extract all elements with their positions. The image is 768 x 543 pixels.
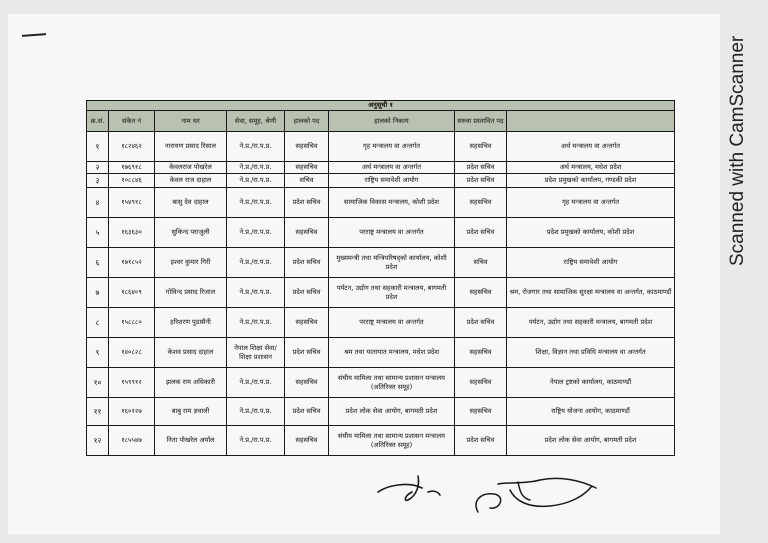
row-service: ने.प्र./रा.प.प्र. [227,162,285,174]
row-sn: ९ [87,338,109,368]
row-proposed-post: सहसचिव [455,132,507,162]
row-service: ने.प्र./रा.प.प्र. [227,174,285,188]
row-proposed-office: पर्यटन, उद्योग तथा सहकारी मन्त्रालय, बागमती प्रदेश [507,308,675,338]
row-name: केशव प्रसाद दाहाल [155,338,227,368]
row-code: १८५५४७ [109,426,155,456]
row-proposed-office: नेपाल ट्रष्टको कार्यालय, काठमाण्डौं [507,368,675,398]
row-proposed-office: शिक्षा, विज्ञान तथा प्रविधि मन्त्रालय वा अन्तर्गत [507,338,675,368]
table-row [87,338,675,368]
col-header: सेवा, समूह, श्रेणी [227,111,285,132]
row-office: श्रम तथा यातायात मन्त्रालय, मधेश प्रदेश [329,338,455,368]
table-row [87,308,675,338]
table-row [87,398,675,426]
table-row [87,426,675,456]
row-sn: ७ [87,278,109,308]
row-code: १५४९१८ [109,188,155,218]
row-office: परराष्ट्र मन्त्रालय वा अन्तर्गत [329,218,455,248]
row-post: प्रदेश सचिव [285,188,329,218]
row-proposed-office: श्रम, रोजगार तथा सामाजिक सुरक्षा मन्त्रालय वा अन्तर्गत, काठमाण्डौं [507,278,675,308]
annex-title: अनुसूची १ [87,101,675,111]
row-service: ने.प्र./रा.प.प्र. [227,218,285,248]
row-proposed-office: अर्थ मन्त्रालय वा अन्तर्गत [507,132,675,162]
row-name: हरिशरण पुडासैनी [155,308,227,338]
row-code: १५८८८० [109,308,155,338]
col-header: संकेत नं [109,111,155,132]
title-row [87,101,675,111]
row-post: प्रदेश सचिव [285,338,329,368]
row-name: केवल राज दाहाल [155,174,227,188]
row-proposed-post: सचिव [455,248,507,278]
row-office: मुख्यमन्त्री तथा मन्त्रिपरिषद्को कार्यालय, कोशी प्रदेश [329,248,455,278]
table-row [87,132,675,162]
row-code: १७१८५२ [109,248,155,278]
row-sn: ५ [87,218,109,248]
row-office: संघीय मामिला तथा सामान्य प्रशासन मन्त्रालय (अतिरिक्त समूह) [329,368,455,398]
row-office: गृह मन्त्रालय वा अन्तर्गत [329,132,455,162]
header-row [87,111,675,132]
row-proposed-post: प्रदेश सचिव [455,308,507,338]
row-name: झलक राम अधिकारी [155,368,227,398]
row-proposed-office: राष्ट्रिय समावेशी आयोग [507,248,675,278]
camscanner-watermark: Scanned with CamScanner [727,35,748,267]
row-post: प्रदेश सचिव [285,398,329,426]
table-row [87,188,675,218]
row-proposed-post: प्रदेश सचिव [455,426,507,456]
row-service: ने.प्र./रा.प.प्र. [227,132,285,162]
row-office: अर्थ मन्त्रालय वा अन्तर्गत [329,162,455,174]
row-service: ने.प्र./रा.प.प्र. [227,278,285,308]
row-sn: २ [87,162,109,174]
row-office: संघीय मामिला तथा सामान्य प्रशासन मन्त्रालय (अतिरिक्त समूह) [329,426,455,456]
row-sn: १ [87,132,109,162]
table-row [87,174,675,188]
row-proposed-office: राष्ट्रिय योजना आयोग, काठमाण्डौं [507,398,675,426]
row-code: १६०१२७ [109,398,155,426]
col-header: नाम थर [155,111,227,132]
row-post: सहसचिव [285,218,329,248]
row-service: ने.प्र./रा.प.प्र. [227,248,285,278]
row-office: पर्यटन, उद्योग तथा सहकारी मन्त्रालय, बागमती प्रदेश [329,278,455,308]
row-service: नेपाल शिक्षा सेवा/शिक्षा प्रशासन [227,338,285,368]
table-row [87,162,675,174]
row-code: १८६४०९ [109,278,155,308]
row-office: राष्ट्रिय समावेशी आयोग [329,174,455,188]
row-name: केवलराज पोखरेल [155,162,227,174]
signature-right [476,478,596,512]
row-sn: ४ [87,188,109,218]
row-post: सहसचिव [285,308,329,338]
transfer-table [86,100,675,456]
row-sn: १० [87,368,109,398]
row-post: प्रदेश सचिव [285,248,329,278]
row-name: निता पोखरेल अर्याल [155,426,227,456]
row-proposed-post: सहसचिव [455,338,507,368]
row-service: ने.प्र./रा.प.प्र. [227,308,285,338]
row-proposed-office: प्रदेश प्रमुखको कार्यालय, कोशी प्रदेश [507,218,675,248]
row-code: १५९९१२ [109,368,155,398]
row-proposed-post: सहसचिव [455,398,507,426]
row-name: बासु देव दाहाल [155,188,227,218]
row-name: बाबु राम ज्ञवाली [155,398,227,426]
row-code: १८२४६२ [109,132,155,162]
col-header: हालको निकाय [329,111,455,132]
row-service: ने.प्र./रा.प.प्र. [227,368,285,398]
row-proposed-office: गृह मन्त्रालय वा अन्तर्गत [507,188,675,218]
row-sn: ८ [87,308,109,338]
row-proposed-post: सहसचिव [455,188,507,218]
row-proposed-office: प्रदेश लोक सेवा आयोग, बागमती प्रदेश [507,426,675,456]
row-code: १६३६३० [109,218,155,248]
row-office: सामाजिक विकास मन्त्रालय, कोशी प्रदेश [329,188,455,218]
row-proposed-post: प्रदेश सचिव [455,218,507,248]
row-post: प्रदेश सचिव [285,278,329,308]
row-office: परराष्ट्र मन्त्रालय वा अन्तर्गत [329,308,455,338]
row-office: प्रदेश लोक सेवा आयोग, बागमती प्रदेश [329,398,455,426]
col-header: सरुवा प्रस्तावित पद [455,111,507,132]
row-post: सहसचिव [285,368,329,398]
signature-left [378,476,440,500]
row-proposed-office: अर्थ मन्त्रालय, मधेश प्रदेश [507,162,675,174]
col-header [507,111,675,132]
row-post: सचिव [285,174,329,188]
row-name: नारायण प्रसाद रिसाल [155,132,227,162]
row-service: ने.प्र./रा.प.प्र. [227,426,285,456]
col-header: क्र.सं. [87,111,109,132]
row-post: सहसचिव [285,132,329,162]
row-sn: १२ [87,426,109,456]
row-service: ने.प्र./रा.प.प्र. [227,398,285,426]
row-name: सुकिन्द पराजुली [155,218,227,248]
row-proposed-office: प्रदेश प्रमुखको कार्यालय, गण्डकी प्रदेश [507,174,675,188]
row-code: १७६९१८ [109,162,155,174]
row-sn: ६ [87,248,109,278]
table-row [87,218,675,248]
table-row [87,278,675,308]
row-proposed-post: प्रदेश सचिव [455,174,507,188]
row-proposed-post: सहसचिव [455,368,507,398]
row-proposed-post: सहसचिव [455,278,507,308]
table-row [87,248,675,278]
row-name: इश्वर कुमार गिरी [155,248,227,278]
row-sn: ११ [87,398,109,426]
row-code: १०८८४६ [109,174,155,188]
row-proposed-post: प्रदेश सचिव [455,162,507,174]
row-service: ने.प्र./रा.प.प्र. [227,188,285,218]
col-header: हालको पद [285,111,329,132]
table-row [87,368,675,398]
row-name: गोविन्द प्रसाद रिजाल [155,278,227,308]
row-code: १४०८२८ [109,338,155,368]
row-post: सहसचिव [285,426,329,456]
signatures [360,462,620,522]
row-sn: ३ [87,174,109,188]
row-post: सहसचिव [285,162,329,174]
